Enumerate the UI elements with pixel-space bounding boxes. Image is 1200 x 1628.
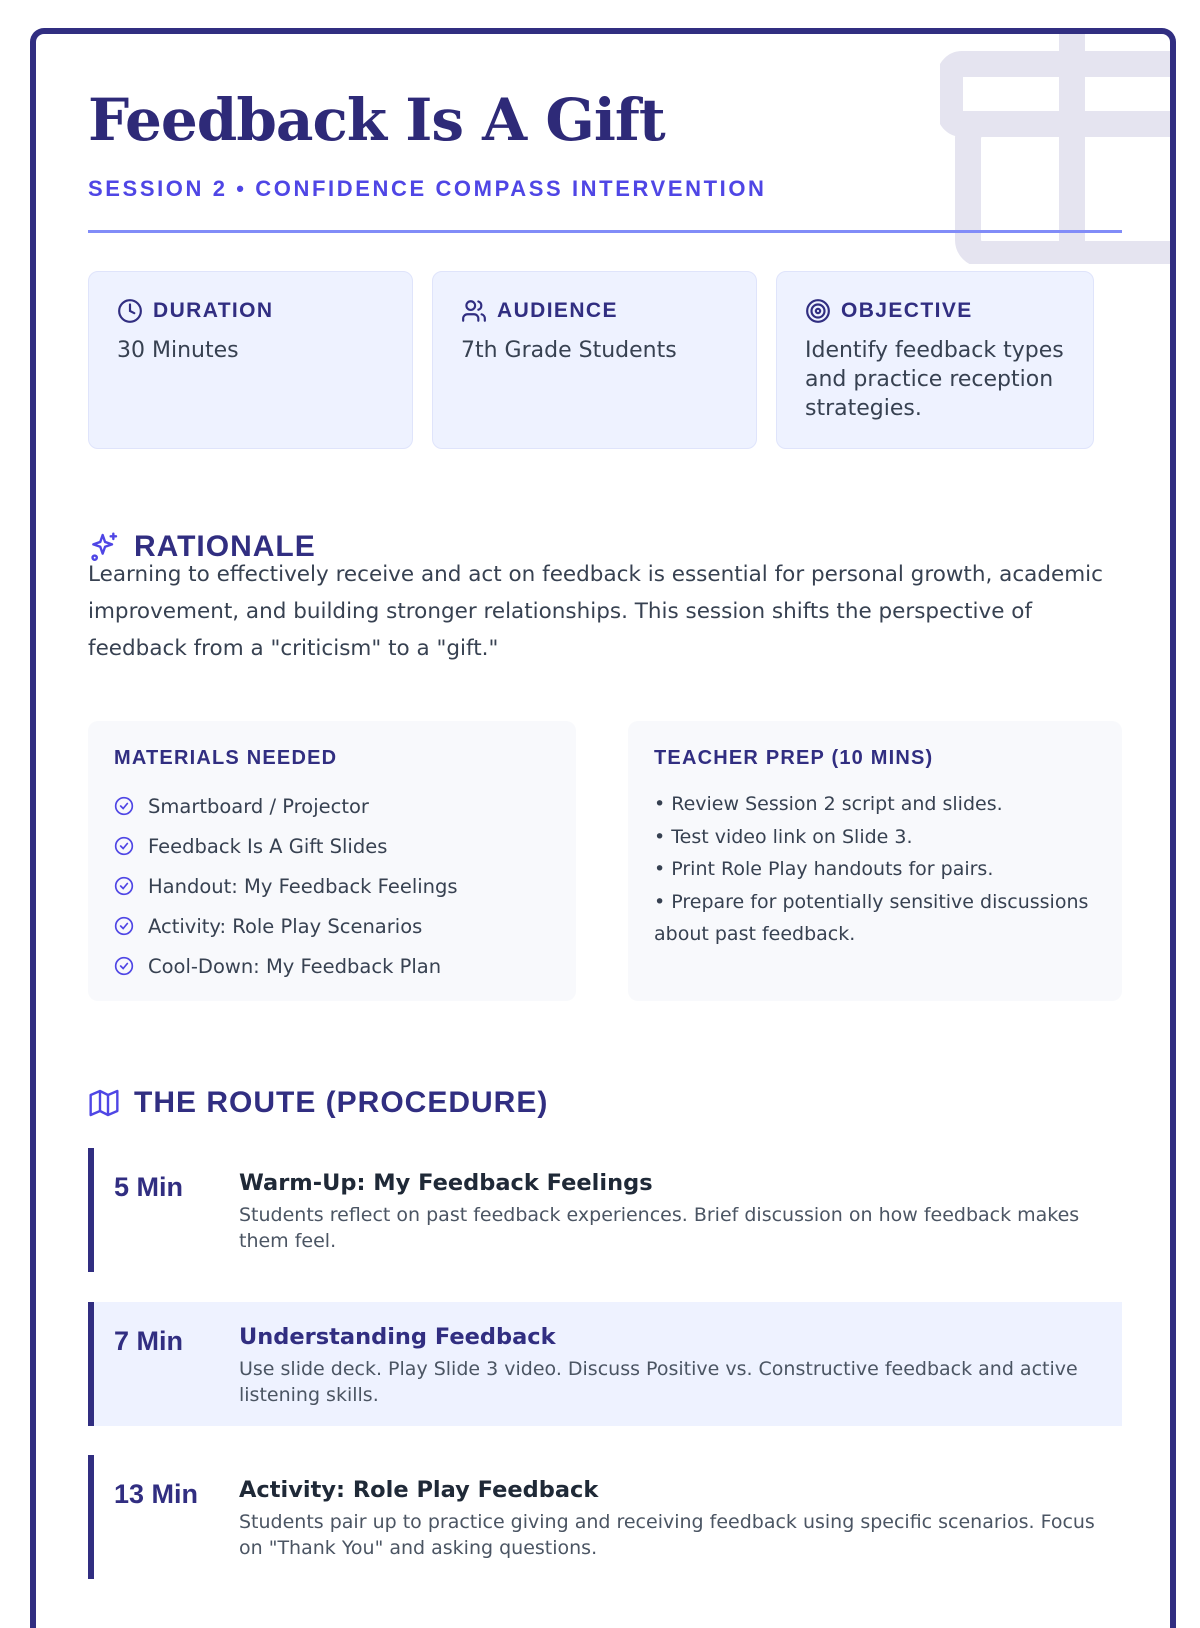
step-description: Use slide deck. Play Slide 3 video. Discuss Positive vs. Constructive feedback and active listening skills. — [239, 1358, 1078, 1406]
step-time: 5 Min — [114, 1172, 184, 1202]
header-divider — [88, 230, 1122, 233]
step-title: Warm-Up: My Feedback Feelings — [239, 1170, 653, 1196]
list-item: • Test video link on Slide 3. — [654, 825, 913, 848]
list-item: Handout: My Feedback Feelings — [114, 866, 550, 906]
page-title: Feedback Is A Gift — [88, 86, 665, 154]
step-description: Students reflect on past feedback experiences. Brief discussion on how feedback makes them feel. — [239, 1204, 1080, 1252]
procedure-title: THE ROUTE (PROCEDURE) — [134, 1086, 549, 1119]
step-title: Understanding Feedback — [239, 1324, 556, 1350]
duration-value: 30 Minutes — [117, 338, 239, 363]
list-item: • Prepare for potentially sensitive discussions about past feedback. — [654, 890, 1089, 945]
rationale-title: RATIONALE — [134, 530, 316, 563]
users-icon — [461, 298, 487, 324]
materials-list — [114, 786, 550, 986]
procedure-step — [88, 1148, 1122, 1272]
check-circle-icon — [114, 836, 134, 856]
teacher-prep-panel — [628, 721, 1122, 1001]
session-subtitle: SESSION 2 • CONFIDENCE COMPASS INTERVENTION — [88, 176, 767, 201]
step-time: 13 Min — [114, 1479, 199, 1509]
list-item: • Review Session 2 script and slides. — [654, 793, 1003, 815]
step-title: Activity: Role Play Feedback — [239, 1477, 599, 1503]
audience-card — [432, 271, 757, 449]
clock-icon — [117, 298, 143, 324]
objective-value: Identify feedback types and practice reception strategies. — [805, 338, 1064, 421]
materials-title: MATERIALS NEEDED — [114, 747, 338, 769]
step-description: Students pair up to practice giving and receiving feedback using specific scenarios. Focus on "Thank You" and asking questions. — [239, 1511, 1095, 1559]
check-circle-icon — [114, 876, 134, 896]
map-icon — [88, 1087, 120, 1119]
duration-label: DURATION — [153, 299, 274, 322]
list-item: Smartboard / Projector — [114, 786, 550, 826]
teacher-prep-list — [654, 788, 1096, 951]
lesson-plan-card — [30, 28, 1176, 1628]
procedure-step — [88, 1302, 1122, 1426]
list-item: Activity: Role Play Scenarios — [114, 906, 550, 946]
audience-label: AUDIENCE — [497, 299, 618, 322]
procedure-step — [88, 1455, 1122, 1579]
objective-card — [776, 271, 1094, 449]
rationale-text: Learning to effectively receive and act on feedback is essential for personal growth, academic improvement, and building stronger relationships. This session shifts the perspective of feedback from a "criticism" to a "gift." — [88, 562, 1103, 661]
objective-label: OBJECTIVE — [841, 299, 973, 322]
materials-panel — [88, 721, 576, 1001]
list-item: • Print Role Play handouts for pairs. — [654, 858, 994, 880]
check-circle-icon — [114, 916, 134, 936]
audience-value: 7th Grade Students — [461, 338, 677, 363]
check-circle-icon — [114, 796, 134, 816]
duration-card — [88, 271, 413, 449]
list-item: Cool-Down: My Feedback Plan — [114, 946, 550, 986]
procedure-heading — [88, 1086, 548, 1120]
target-icon — [805, 298, 831, 324]
check-circle-icon — [114, 956, 134, 976]
teacher-prep-title: TEACHER PREP (10 MINS) — [654, 747, 934, 769]
list-item: Feedback Is A Gift Slides — [114, 826, 550, 866]
step-time: 7 Min — [114, 1326, 184, 1356]
